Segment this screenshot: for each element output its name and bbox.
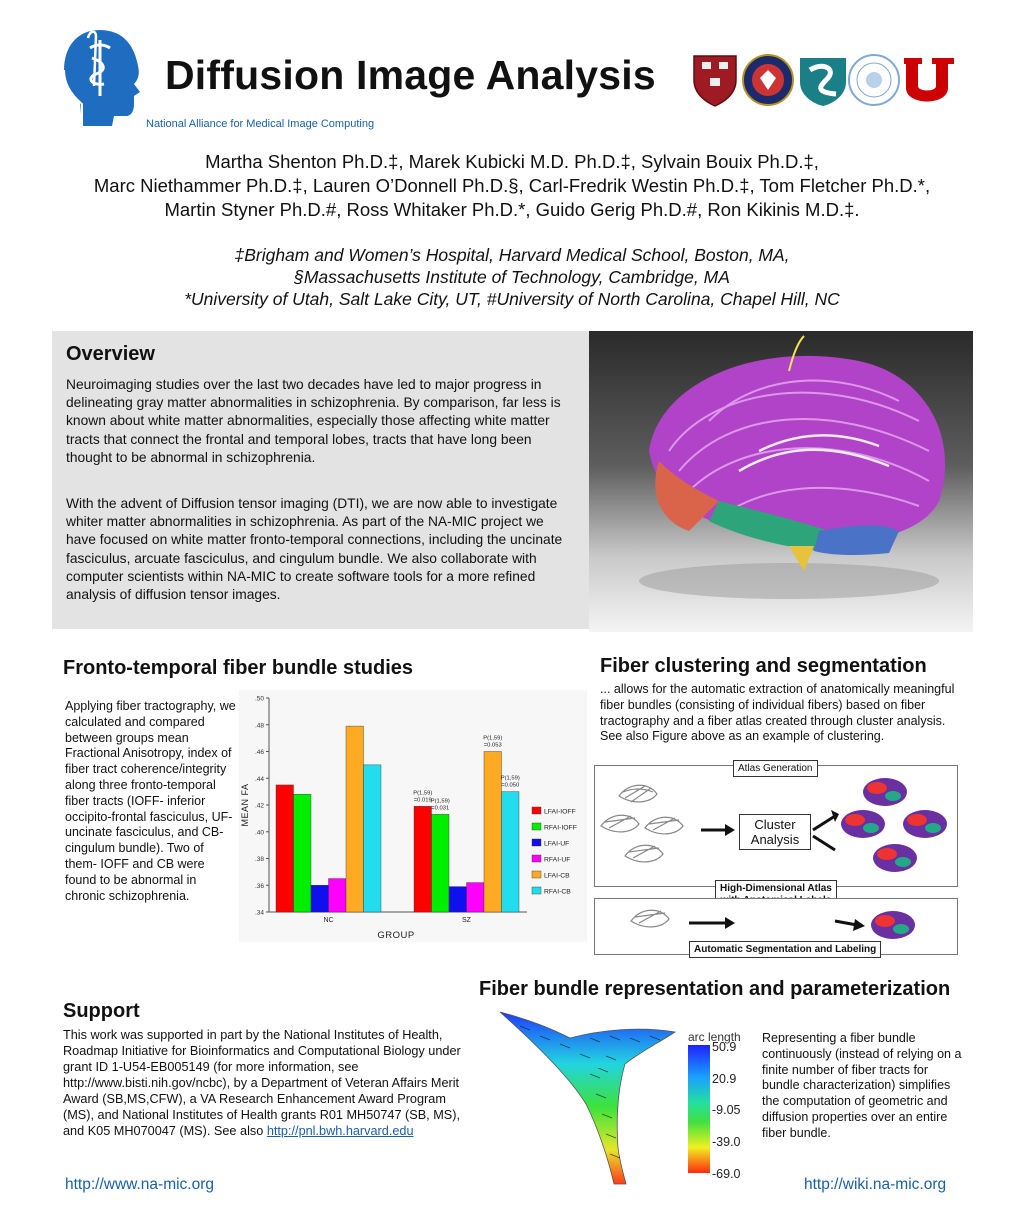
overview-paragraph-2: With the advent of Diffusion tensor imaging (DTI), we are now able to investigate whiter matter abnormalities in schizophrenia. As part of the NA-MIC project we have focused on white matter fronto-temporal connections, including the uncinate fasciculus, arcuate fasciculus, and cingulum bundle. We also collaborate with computer scientists within NA-MIC to create software tools for a more refined analysis of diffusion tensor images. (66, 496, 563, 603)
fiber-bundle-surface-image (490, 1008, 690, 1188)
x-axis-label: GROUP (377, 930, 415, 941)
representation-heading: Fiber bundle representation and parameterization (479, 978, 951, 1000)
va-seal-icon (743, 55, 793, 105)
bar-lfai-cb-sz (484, 752, 502, 913)
y-axis-label: MEAN FA (240, 783, 250, 827)
fronto-temporal-heading: Fronto-temporal fiber bundle studies (63, 657, 414, 679)
cluster-analysis-label: Cluster Analysis (739, 814, 811, 850)
y-tick-label: .50 (254, 695, 264, 703)
affiliation-line: ‡Brigham and Women’s Hospital, Harvard Medical School, Boston, MA, (234, 245, 790, 265)
y-tick-label: .38 (254, 856, 264, 863)
namic-logo (60, 26, 144, 130)
legend-swatch-rfai-ioff (532, 823, 541, 830)
legend-label: RFAI-CB (544, 888, 571, 896)
mit-logo-icon (800, 58, 846, 106)
colorbar-tick: -39.0 (712, 1135, 741, 1149)
p-value-annotation: =0.031 (431, 805, 450, 812)
poster-title: Diffusion Image Analysis (165, 52, 656, 98)
legend-swatch-lfai-ioff (532, 807, 541, 814)
support-body: This work was supported in part by the National Institutes of Health, Roadmap Initiative for Bioinformatics and Computational Biology under grant ID 1-U54-EB005149 (for more information, see http://www.bisti.nih.gov/ncbc), by a Department of Veteran Affairs Merit Award (SB,MS,CFW), a VA Research Enhancement Award Program (MS), and National Institutes of Health grants R01 MH50747 (SB, MS), and K05 MH070047 (MS). See also (63, 1028, 461, 1138)
colorbar-tick: 50.9 (712, 1040, 737, 1054)
fiber-bundle-icon (631, 910, 669, 927)
bar-rfai-cb-sz (502, 792, 520, 912)
affiliation-line: §Massachusetts Institute of Technology, Cambridge, MA (294, 267, 730, 287)
bar-rfai-uf-sz (467, 883, 485, 912)
bar-rfai-ioff-nc (294, 794, 312, 912)
p-value-annotation: P(1,59) (413, 790, 433, 797)
organization-name: National Alliance for Medical Image Computing (146, 118, 375, 130)
na-mic-wiki-link[interactable]: http://wiki.na-mic.org (804, 1176, 947, 1193)
unc-seal-icon (849, 55, 899, 105)
y-tick-label: .46 (254, 749, 264, 756)
bar-lfai-ioff-sz (414, 806, 432, 912)
arc-length-colorbar (688, 1045, 710, 1173)
legend-swatch-lfai-cb (532, 871, 541, 878)
legend-label: RFAI-IOFF (544, 824, 577, 832)
legend-swatch-rfai-cb (532, 887, 541, 894)
colorbar-label: arc length (688, 1030, 741, 1044)
colorbar-tick: -9.05 (712, 1103, 741, 1117)
clustering-heading: Fiber clustering and segmentation (600, 655, 927, 677)
y-tick-label: .34 (254, 909, 264, 917)
fa-bar-chart-svg (239, 690, 587, 942)
bar-rfai-ioff-sz (432, 814, 450, 912)
bar-lfai-uf-sz (449, 887, 467, 912)
p-value-annotation: =0.053 (483, 742, 502, 749)
atlas-generation-panel (594, 763, 958, 894)
legend-label: LFAI-IOFF (544, 808, 576, 816)
support-heading: Support (63, 1000, 140, 1022)
fiber-bundle-icon (601, 785, 683, 862)
p-value-annotation: =0.050 (501, 782, 520, 789)
legend-swatch-rfai-uf (532, 855, 541, 862)
legend-label: RFAI-UF (544, 856, 571, 864)
segmentation-panel (594, 898, 958, 955)
fa-bar-chart (239, 690, 587, 942)
namic-head-icon (60, 26, 144, 130)
overview-section (52, 331, 589, 629)
overview-heading: Overview (66, 343, 155, 365)
y-tick-label: .36 (254, 882, 264, 890)
y-tick-label: .40 (254, 829, 264, 837)
p-value-annotation: P(1,59) (500, 775, 520, 782)
y-tick-label: .44 (254, 775, 264, 783)
author-line: Martha Shenton Ph.D.‡, Marek Kubicki M.D. Ph.D.‡, Sylvain Bouix Ph.D.‡, (205, 151, 819, 172)
p-value-annotation: =0.019 (413, 797, 432, 804)
fronto-temporal-text: Applying fiber tractography, we calculated and compared between groups mean Fractional Anisotropy, index of fiber tract coherence/integrity along three fronto-temporal fiber tracts (IOFF- inferior occipito-frontal fasciculus, UF- uncinate fasciculus, and CB- cingulum bundle). Two of them- IOFF and CB were found to be abnormal in chronic schizophrenia. (65, 699, 236, 903)
legend-label: LFAI-CB (544, 872, 570, 880)
y-tick-label: .48 (254, 722, 264, 730)
representation-text: Representing a fiber bundle continuously (instead of relying on a finite number of fiber tracts for bundle characterization) simplifies the computation of geometric and diffusion properties over an entire fiber bundle. (762, 1031, 962, 1140)
high-dim-atlas-line1: High-Dimensional Atlas (720, 883, 832, 894)
na-mic-website-link[interactable]: http://www.na-mic.org (65, 1176, 215, 1193)
atlas-generation-label: Atlas Generation (733, 760, 818, 777)
clustered-bundle-icon (841, 778, 947, 872)
affiliation-line: *University of Utah, Salt Lake City, UT, #University of North Carolina, Chapel Hill, NC (184, 289, 840, 309)
clustering-text: ... allows for the automatic extraction of anatomically meaningful fiber bundles (consisting of individual fibers) based on fiber tractography and a fiber atlas created through cluster analysis. See also Figure above as an example of clustering. (600, 682, 955, 744)
author-line: Marc Niethammer Ph.D.‡, Lauren O’Donnell Ph.D.§, Carl-Fredrik Westin Ph.D.‡, Tom Fletcher Ph.D.*, (93, 175, 931, 196)
segmented-bundle-icon (871, 911, 915, 939)
affiliations (0, 244, 1024, 310)
bar-rfai-cb-nc (364, 765, 382, 912)
fiber-tractography-icon (589, 331, 973, 632)
bar-rfai-uf-nc (329, 879, 347, 912)
x-tick-label: SZ (462, 917, 471, 924)
author-list (0, 150, 1024, 222)
utah-u-logo-icon (904, 58, 954, 102)
author-line: Martin Styner Ph.D.#, Ross Whitaker Ph.D.*, Guido Gerig Ph.D.#, Ron Kikinis M.D.‡. (164, 199, 860, 220)
brain-fiber-image (589, 331, 973, 632)
fiber-surface-icon (490, 1008, 690, 1188)
support-text (63, 1027, 463, 1139)
bar-lfai-uf-nc (311, 885, 329, 912)
institution-logos (690, 52, 960, 108)
x-tick-label: NC (323, 917, 334, 924)
legend-label: LFAI-UF (544, 840, 570, 848)
overview-paragraph-1: Neuroimaging studies over the last two decades have led to major progress in delineating gray matter abnormalities in schizophrenia. By comparison, far less is known about white matter abnormalities, especially those affecting white matter tracts that connect the frontal and temporal lobes, tracts that have long been thought to be abnormal in schizophrenia. (66, 377, 561, 465)
y-tick-label: .42 (254, 802, 264, 810)
legend-swatch-lfai-uf (532, 839, 541, 846)
harvard-shield-icon (694, 56, 736, 106)
bar-lfai-ioff-nc (276, 785, 294, 912)
colorbar-tick: -69.0 (712, 1167, 741, 1181)
auto-segmentation-label: Automatic Segmentation and Labeling (689, 941, 881, 958)
p-value-annotation: P(1,59) (483, 735, 503, 742)
p-value-annotation: P(1,59) (430, 798, 450, 805)
bar-lfai-cb-nc (346, 726, 364, 912)
pnl-link[interactable]: http://pnl.bwh.harvard.edu (266, 1124, 414, 1138)
colorbar-tick: 20.9 (712, 1072, 737, 1086)
